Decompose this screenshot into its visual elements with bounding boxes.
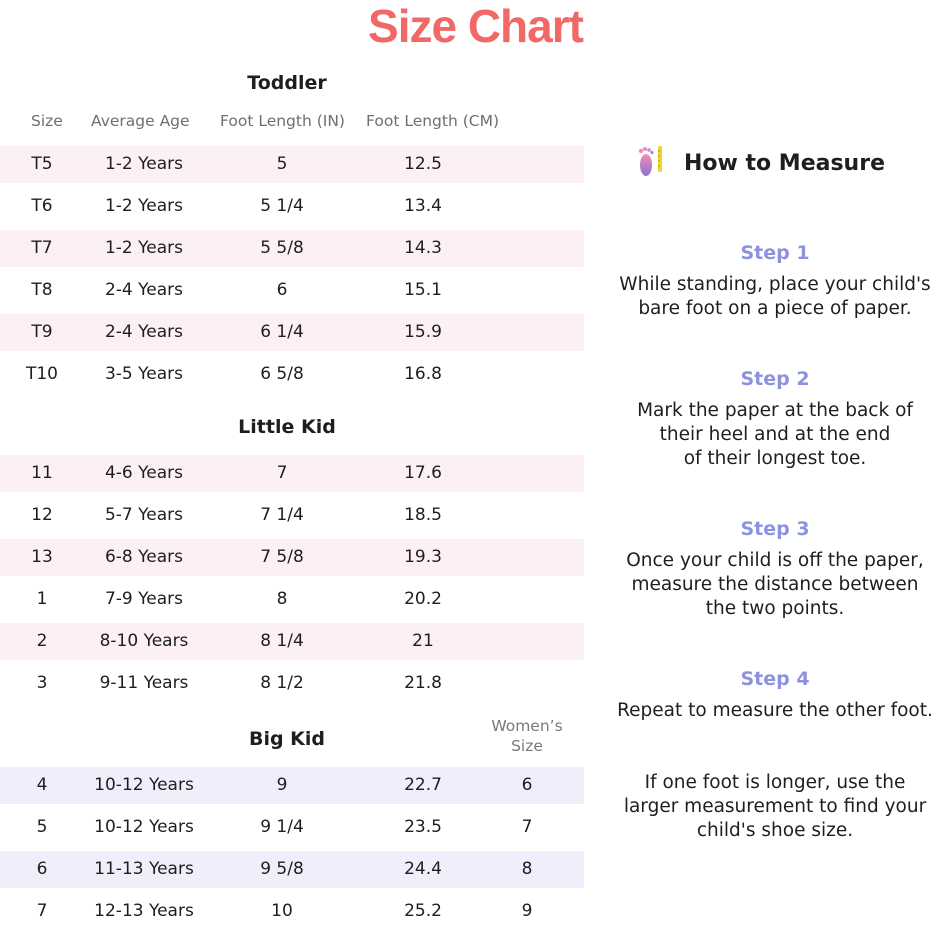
step-4-title: Step 4 [740, 668, 810, 690]
foot-in-cell: 6 1/4 [260, 322, 304, 342]
size-cell: T10 [25, 364, 59, 384]
foot-cm-cell: 19.3 [404, 547, 442, 567]
table-row [0, 809, 584, 846]
header-foot-length-in: Foot Length (IN) [220, 112, 345, 130]
age-cell: 1-2 Years [104, 154, 184, 174]
header-average-age: Average Age [91, 112, 190, 130]
age-cell: 9-11 Years [99, 673, 189, 693]
foot-in-cell: 8 1/4 [260, 631, 304, 651]
step-4-line: Repeat to measure the other foot. [617, 700, 933, 721]
foot-in-cell: 9 5/8 [260, 859, 304, 879]
foot-cm-cell: 17.6 [404, 463, 442, 483]
size-cell: 2 [36, 631, 48, 651]
size-cell: T6 [31, 196, 53, 216]
foot-cm-cell: 25.2 [404, 901, 442, 921]
foot-in-cell: 5 [276, 154, 288, 174]
foot-cm-cell: 15.9 [404, 322, 442, 342]
measure-note-line: larger measurement to find your [623, 796, 927, 817]
age-cell: 10-12 Years [94, 775, 194, 795]
foot-in-cell: 5 1/4 [260, 196, 304, 216]
table-row [0, 314, 584, 351]
page-title: Size Chart [368, 0, 583, 52]
age-cell: 10-12 Years [94, 817, 194, 837]
step-1-line: bare foot on a piece of paper. [638, 298, 912, 319]
header-size: Size [31, 112, 63, 130]
womens-size-cell: 9 [521, 901, 533, 921]
how-to-measure-title: How to Measure [684, 150, 885, 176]
step-3-line: measure the distance between [631, 574, 919, 595]
foot-cm-cell: 12.5 [404, 154, 442, 174]
step-3-title: Step 3 [740, 518, 810, 540]
step-2-line: of their longest toe. [683, 448, 867, 469]
table-row [0, 539, 584, 576]
step-2-line: their heel and at the end [659, 424, 891, 445]
size-cell: 13 [31, 547, 53, 567]
foot-cm-cell: 21 [412, 631, 434, 651]
foot-cm-cell: 15.1 [404, 280, 442, 300]
size-cell: 7 [36, 901, 48, 921]
step-2-title: Step 2 [740, 368, 810, 390]
foot-in-cell: 9 1/4 [260, 817, 304, 837]
table-row [0, 665, 584, 702]
foot-in-cell: 7 1/4 [260, 505, 304, 525]
table-row [0, 230, 584, 267]
size-cell: 5 [36, 817, 48, 837]
foot-cm-cell: 22.7 [404, 775, 442, 795]
foot-cm-cell: 14.3 [404, 238, 442, 258]
header-foot-length-cm: Foot Length (CM) [366, 112, 500, 130]
foot-in-cell: 10 [271, 901, 293, 921]
step-1-title: Step 1 [740, 242, 810, 264]
step-2-text [598, 399, 951, 471]
header-womens-line-1: Women’s [491, 717, 563, 735]
foot-cm-cell: 21.8 [404, 673, 442, 693]
womens-size-cell: 8 [521, 859, 533, 879]
size-cell: 11 [31, 463, 53, 483]
table-row [0, 356, 584, 393]
size-cell: T5 [31, 154, 53, 174]
table-row [0, 272, 584, 309]
foot-in-cell: 6 [276, 280, 288, 300]
size-cell: 4 [36, 775, 48, 795]
foot-in-cell: 8 [276, 589, 288, 609]
size-cell: T7 [31, 238, 53, 258]
womens-size-cell: 6 [521, 775, 533, 795]
size-cell: T8 [31, 280, 53, 300]
foot-ruler-icon [634, 142, 666, 184]
step-1-line: While standing, place your child's [619, 274, 931, 295]
age-cell: 4-6 Years [104, 463, 184, 483]
womens-size-cell: 7 [521, 817, 533, 837]
age-cell: 5-7 Years [104, 505, 184, 525]
foot-in-cell: 7 [276, 463, 288, 483]
measure-note-line: child's shoe size. [696, 820, 854, 841]
age-cell: 1-2 Years [104, 196, 184, 216]
foot-in-cell: 7 5/8 [260, 547, 304, 567]
step-4-text [598, 699, 951, 723]
foot-cm-cell: 23.5 [404, 817, 442, 837]
section-title-big-kid: Big Kid [248, 728, 326, 750]
table-row [0, 851, 584, 888]
foot-in-cell: 8 1/2 [260, 673, 304, 693]
foot-in-cell: 5 5/8 [260, 238, 304, 258]
measure-note-line: If one foot is longer, use the [644, 772, 906, 793]
age-cell: 8-10 Years [99, 631, 189, 651]
section-title-toddler: Toddler [247, 72, 327, 94]
age-cell: 3-5 Years [104, 364, 184, 384]
age-cell: 6-8 Years [104, 547, 184, 567]
table-row [0, 623, 584, 660]
foot-cm-cell: 16.8 [404, 364, 442, 384]
age-cell: 7-9 Years [104, 589, 184, 609]
how-to-measure-header [634, 142, 885, 184]
table-row [0, 146, 584, 183]
age-cell: 12-13 Years [94, 901, 194, 921]
step-2-line: Mark the paper at the back of [637, 400, 913, 421]
foot-in-cell: 6 5/8 [260, 364, 304, 384]
step-3-line: Once your child is off the paper, [626, 550, 924, 571]
header-womens-line-2: Size [511, 737, 543, 755]
size-cell: 3 [36, 673, 48, 693]
table-row [0, 455, 584, 492]
step-3-line: the two points. [705, 598, 845, 619]
step-1-text [598, 273, 951, 321]
foot-cm-cell: 13.4 [404, 196, 442, 216]
size-cell: 6 [36, 859, 48, 879]
section-title-little-kid: Little Kid [238, 416, 336, 438]
foot-in-cell: 9 [276, 775, 288, 795]
size-cell: 12 [31, 505, 53, 525]
size-cell: T9 [31, 322, 53, 342]
table-row [0, 767, 584, 804]
foot-cm-cell: 18.5 [404, 505, 442, 525]
table-row [0, 893, 584, 921]
foot-cm-cell: 20.2 [404, 589, 442, 609]
step-3-text [598, 549, 951, 621]
foot-cm-cell: 24.4 [404, 859, 442, 879]
age-cell: 2-4 Years [104, 280, 184, 300]
age-cell: 1-2 Years [104, 238, 184, 258]
header-womens-size [477, 716, 577, 756]
size-cell: 1 [36, 589, 48, 609]
age-cell: 11-13 Years [94, 859, 194, 879]
table-row [0, 581, 584, 618]
age-cell: 2-4 Years [104, 322, 184, 342]
measure-note [598, 771, 951, 843]
table-row [0, 188, 584, 225]
table-row [0, 497, 584, 534]
